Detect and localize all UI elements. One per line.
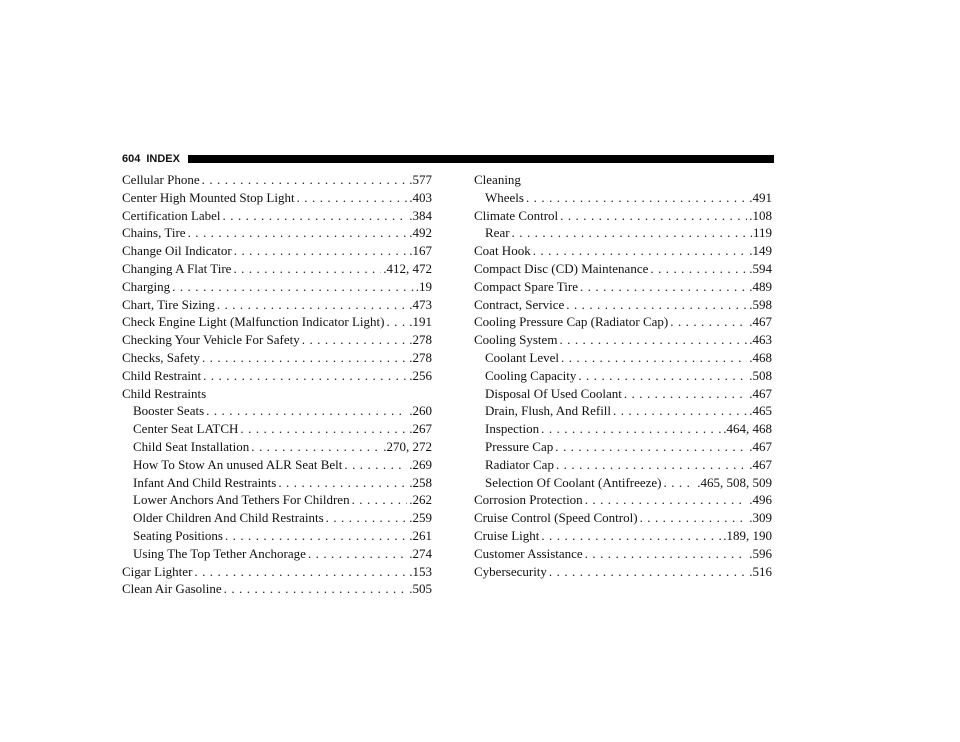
index-entry-page: .489	[749, 278, 772, 294]
index-entry	[122, 420, 432, 438]
index-entry-page: .269	[409, 456, 432, 472]
dot-leader	[202, 349, 407, 367]
index-entry-page: .492	[409, 225, 432, 241]
index-entry	[122, 402, 432, 420]
dot-leader	[224, 580, 408, 598]
dot-leader	[233, 260, 381, 278]
index-entry-page: .496	[749, 492, 772, 508]
index-entry-page: .384	[409, 207, 432, 223]
dot-leader	[650, 260, 747, 278]
dot-leader	[561, 349, 747, 367]
index-entry-page: .467	[749, 314, 772, 330]
index-entry-name: Certification Label	[122, 207, 221, 223]
index-entry-name: Clean Air Gasoline	[122, 581, 222, 597]
index-entry-page: .577	[409, 172, 432, 187]
section-title: INDEX	[146, 153, 180, 165]
index-entry	[122, 509, 432, 527]
dot-leader	[326, 509, 408, 527]
index-entry	[122, 385, 432, 403]
index-entry-page: .464, 468	[723, 421, 772, 437]
dot-leader	[217, 296, 407, 314]
index-entry	[474, 438, 772, 456]
dot-leader	[308, 545, 407, 563]
index-entry-page: .465, 508, 509	[697, 474, 772, 490]
index-entry	[122, 296, 432, 314]
index-entry-page: .119	[749, 225, 772, 241]
index-entry-page: .491	[749, 189, 772, 205]
index-entry-name: Using The Top Tether Anchorage	[133, 545, 306, 561]
index-entry	[474, 207, 772, 225]
dot-leader	[194, 563, 407, 581]
index-entry-name: Wheels	[485, 189, 524, 205]
index-entry-page: .598	[749, 296, 772, 312]
index-entry	[474, 545, 772, 563]
dot-leader	[566, 296, 747, 314]
index-entry	[474, 349, 772, 367]
index-entry	[474, 474, 772, 492]
index-entry	[474, 527, 772, 545]
dot-leader	[664, 474, 696, 492]
dot-leader	[578, 367, 747, 385]
index-entry-name: Check Engine Light (Malfunction Indicator Light)	[122, 314, 385, 330]
index-column-right	[474, 171, 772, 580]
dot-leader	[188, 224, 408, 242]
index-entry-page: .191	[409, 314, 432, 330]
index-entry	[474, 260, 772, 278]
index-entry-name: Climate Control	[474, 207, 559, 223]
index-entry-page: .261	[409, 527, 432, 543]
index-entry-page: .19	[415, 278, 432, 294]
dot-leader	[344, 456, 407, 474]
dot-leader	[234, 242, 408, 260]
index-entry-name: Child Seat Installation	[133, 438, 250, 454]
header-rule	[188, 155, 774, 163]
index-entry-page: .505	[409, 581, 432, 597]
index-entry	[122, 189, 432, 207]
dot-leader	[223, 207, 408, 225]
index-entry-page: .267	[409, 421, 432, 437]
index-entry-page: .473	[409, 296, 432, 312]
index-entry-page: .258	[409, 474, 432, 490]
index-entry-name: Older Children And Child Restraints	[133, 510, 324, 526]
index-entry-name: Cooling Capacity	[485, 367, 577, 383]
dot-leader	[670, 313, 747, 331]
index-entry-name: Change Oil Indicator	[122, 243, 232, 259]
index-entry	[122, 331, 432, 349]
index-entry	[122, 224, 432, 242]
dot-leader	[580, 278, 747, 296]
dot-leader	[240, 420, 407, 438]
dot-leader	[202, 171, 408, 189]
index-entry	[474, 509, 772, 527]
index-entry-name: Cleaning	[474, 172, 521, 187]
page-number: 604	[122, 153, 141, 165]
index-entry-name: Radiator Cap	[485, 456, 554, 472]
index-entry-page: .594	[749, 260, 772, 276]
index-entry-name: Seating Positions	[133, 527, 223, 543]
index-entry	[122, 580, 432, 598]
index-entry	[474, 278, 772, 296]
index-entry-name: Booster Seats	[133, 403, 205, 419]
index-entry	[474, 171, 772, 189]
dot-leader	[251, 438, 381, 456]
index-entry	[122, 545, 432, 563]
index-entry-name: Pressure Cap	[485, 438, 554, 454]
index-entry	[474, 402, 772, 420]
index-entry	[122, 349, 432, 367]
index-entry-name: Center High Mounted Stop Light	[122, 189, 295, 205]
index-entry-name: Compact Disc (CD) Maintenance	[474, 260, 649, 276]
index-entry	[122, 313, 432, 331]
dot-leader	[559, 331, 747, 349]
index-entry-name: Cooling Pressure Cap (Radiator Cap)	[474, 314, 669, 330]
dot-leader	[297, 189, 408, 207]
index-entry	[474, 189, 772, 207]
index-entry-name: Child Restraint	[122, 367, 202, 383]
index-entry-page: .467	[749, 385, 772, 401]
dot-leader	[585, 545, 748, 563]
index-entry-page: .167	[409, 243, 432, 259]
index-entry	[474, 420, 772, 438]
index-entry-page: .516	[749, 563, 772, 579]
index-entry-name: Lower Anchors And Tethers For Children	[133, 492, 350, 508]
index-entry	[122, 278, 432, 296]
index-entry	[122, 207, 432, 225]
index-entry	[474, 242, 772, 260]
index-entry-page: .260	[409, 403, 432, 419]
dot-leader	[203, 367, 407, 385]
index-entry-name: Child Restraints	[122, 385, 207, 401]
index-entry-page: .149	[749, 243, 772, 259]
index-entry-name: Charging	[122, 278, 171, 294]
dot-leader	[541, 527, 721, 545]
index-entry-name: Checks, Safety	[122, 349, 200, 365]
index-entry	[474, 491, 772, 509]
index-entry-page: .508	[749, 367, 772, 383]
index-entry	[474, 296, 772, 314]
index-entry-name: Center Seat LATCH	[133, 421, 239, 437]
index-entry-name: Cruise Control (Speed Control)	[474, 510, 638, 526]
index-entry-page: .278	[409, 332, 432, 348]
index-entry-name: Rear	[485, 225, 510, 241]
dot-leader	[172, 278, 414, 296]
index-entry-page: .468	[749, 349, 772, 365]
dot-leader	[526, 189, 747, 207]
index-entry-page: .262	[409, 492, 432, 508]
dot-leader	[555, 438, 747, 456]
index-entry-name: Chains, Tire	[122, 225, 186, 241]
index-entry-page: .403	[409, 189, 432, 205]
index-entry-page: .259	[409, 510, 432, 526]
index-entry-name: Cigar Lighter	[122, 563, 193, 579]
dot-leader	[386, 313, 407, 331]
index-entry-page: .412, 472	[383, 260, 432, 276]
index-entry-page: .309	[749, 510, 772, 526]
dot-leader	[225, 527, 407, 545]
dot-leader	[206, 402, 407, 420]
index-entry	[122, 563, 432, 581]
index-entry-name: Compact Spare Tire	[474, 278, 578, 294]
dot-leader	[556, 456, 747, 474]
page-header	[122, 152, 774, 166]
index-entry	[474, 385, 772, 403]
index-entry-name: Coolant Level	[485, 349, 560, 365]
index-entry-name: Changing A Flat Tire	[122, 260, 232, 276]
index-entry	[474, 563, 772, 581]
index-entry	[474, 224, 772, 242]
dot-leader	[640, 509, 748, 527]
dot-leader	[512, 224, 748, 242]
index-entry-name: Chart, Tire Sizing	[122, 296, 215, 312]
dot-leader	[613, 402, 747, 420]
index-entry-page: .467	[749, 456, 772, 472]
index-entry-page: .467	[749, 438, 772, 454]
index-entry-page: .256	[409, 367, 432, 383]
index-entry-name: Cellular Phone	[122, 172, 200, 187]
dot-leader	[352, 491, 408, 509]
index-entry-name: How To Stow An unused ALR Seat Belt	[133, 456, 343, 472]
index-entry-name: Inspection	[485, 421, 540, 437]
index-entry	[122, 491, 432, 509]
dot-leader	[549, 563, 747, 581]
index-entry	[122, 242, 432, 260]
index-entry	[122, 474, 432, 492]
index-entry	[474, 313, 772, 331]
index-entry	[122, 171, 432, 189]
index-entry-page: .465	[749, 403, 772, 419]
index-entry	[122, 260, 432, 278]
dot-leader	[302, 331, 407, 349]
index-entry-name: Cybersecurity	[474, 563, 547, 579]
index-entry	[474, 331, 772, 349]
index-entry	[474, 367, 772, 385]
index-entry-page: .274	[409, 545, 432, 561]
index-entry	[122, 438, 432, 456]
index-entry-page: .278	[409, 349, 432, 365]
index-entry	[122, 456, 432, 474]
index-entry-name: Cruise Light	[474, 527, 540, 543]
index-entry-page: .463	[749, 332, 772, 348]
index-entry	[122, 367, 432, 385]
dot-leader	[533, 242, 748, 260]
index-entry-name: Selection Of Coolant (Antifreeze)	[485, 474, 662, 490]
index-entry-name: Checking Your Vehicle For Safety	[122, 332, 300, 348]
index-entry-name: Coat Hook	[474, 243, 531, 259]
index-entry-page: .270, 272	[383, 438, 432, 454]
index-entry-name: Disposal Of Used Coolant	[485, 385, 622, 401]
dot-leader	[541, 420, 721, 438]
index-entry-page: .108	[749, 207, 772, 223]
index-column-left	[122, 171, 432, 598]
index-entry-name: Contract, Service	[474, 296, 565, 312]
index-entry-page: .189, 190	[723, 527, 772, 543]
index-entry-name: Drain, Flush, And Refill	[485, 403, 612, 419]
index-entry-page: .153	[409, 563, 432, 579]
index-entry	[122, 527, 432, 545]
dot-leader	[624, 385, 747, 403]
index-entry-name: Corrosion Protection	[474, 492, 583, 508]
dot-leader	[278, 474, 407, 492]
index-entry-name: Cooling System	[474, 332, 558, 348]
index-entry-name: Infant And Child Restraints	[133, 474, 277, 490]
index-entry-page: .596	[749, 545, 772, 561]
dot-leader	[585, 491, 748, 509]
dot-leader	[560, 207, 747, 225]
index-entry	[474, 456, 772, 474]
index-entry-name: Customer Assistance	[474, 545, 583, 561]
